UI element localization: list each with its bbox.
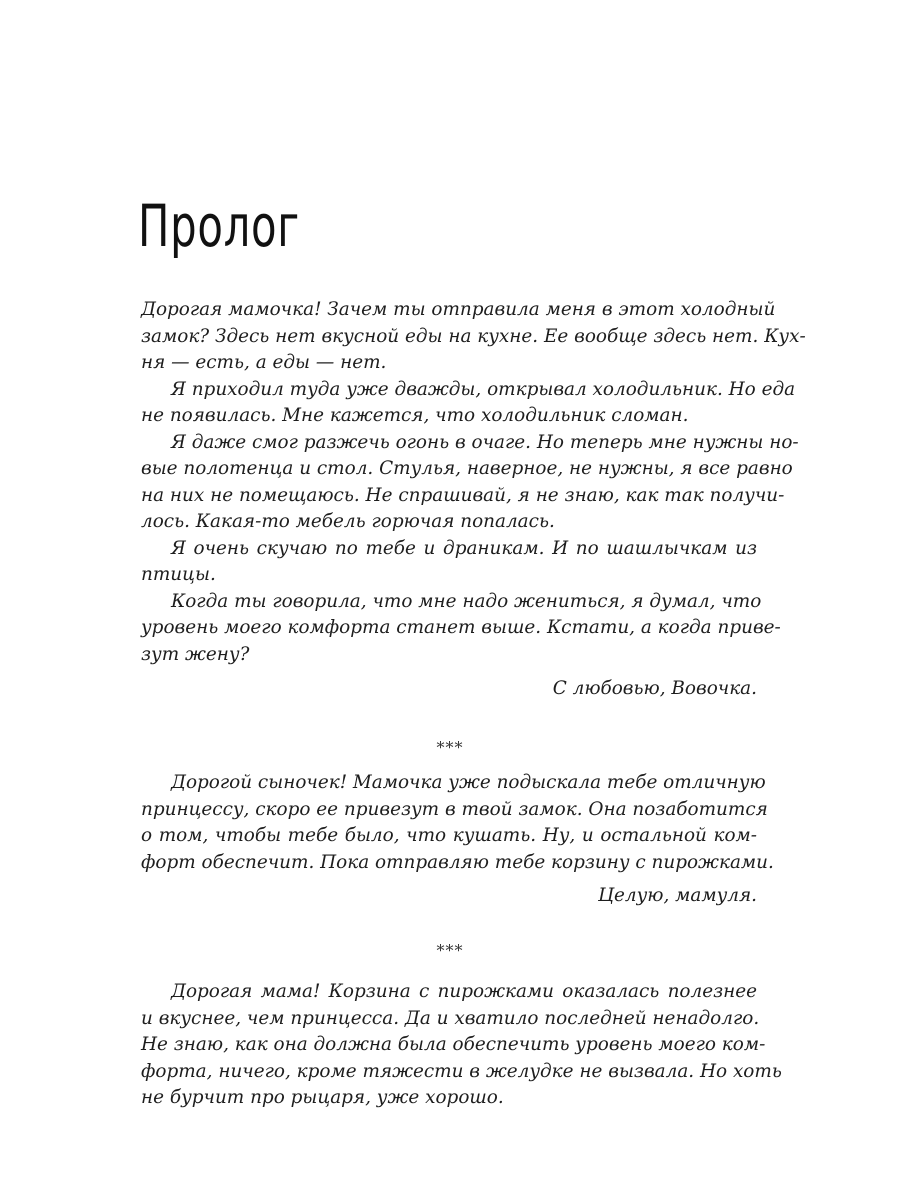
text-line: уровень моего комфорта станет выше. Кстати, а когда приве- bbox=[141, 617, 781, 638]
letter-from-son bbox=[141, 297, 806, 703]
text-line: форта, ничего, кроме тяжести в желудке не вызвала. Но хоть bbox=[141, 1060, 782, 1082]
text-line: замок? Здесь нет вкусной еды на кухне. Ее вообще здесь нет. Кух- bbox=[141, 325, 806, 347]
letter-from-son-2 bbox=[141, 979, 782, 1112]
text-line: вые полотенца и стол. Стулья, наверное, не нужны, я все равно bbox=[141, 458, 793, 479]
text-line: форт обеспечит. Пока отправляю тебе корзину с пирожками. bbox=[141, 851, 774, 873]
text-line: принцессу, скоро ее привезут в твой замок. Она позаботится bbox=[141, 798, 768, 820]
section-separator: *** bbox=[436, 738, 464, 757]
text-line: зут жену? bbox=[141, 643, 250, 665]
text-line: о том, чтобы тебе было, что кушать. Ну, и остальной ком- bbox=[141, 825, 757, 846]
text-line: лось. Какая-то мебель горючая попалась. bbox=[141, 511, 555, 532]
text-line: Не знаю, как она должна была обеспечить уровень моего ком- bbox=[141, 1034, 766, 1055]
signature: Целую, мамуля. bbox=[597, 885, 757, 906]
chapter-title: Пролог bbox=[138, 192, 300, 260]
text-line: на них не помещаюсь. Не спрашивай, я не знаю, как так получи- bbox=[141, 484, 785, 506]
text-line: и вкуснее, чем принцесса. Да и хватило последней ненадолго. bbox=[141, 1007, 760, 1029]
text-line: Я очень скучаю по тебе и драникам. И по шашлычкам из bbox=[171, 537, 757, 559]
letter-from-mother bbox=[141, 770, 774, 910]
text-line: птицы. bbox=[141, 564, 216, 585]
text-line: Я приходил туда уже дважды, открывал холодильник. Но еда bbox=[171, 378, 796, 400]
signature: С любовью, Вовочка. bbox=[552, 678, 757, 699]
text-line: не появилась. Мне кажется, что холодильник сломан. bbox=[141, 405, 689, 426]
section-separator: *** bbox=[436, 941, 464, 960]
text-line: Я даже смог разжечь огонь в очаге. Но теперь мне нужны но- bbox=[171, 431, 799, 453]
text-line: не бурчит про рыцаря, уже хорошо. bbox=[141, 1087, 504, 1108]
text-line: Дорогой сыночек! Мамочка уже подыскала тебе отличную bbox=[171, 772, 766, 793]
text-line: Дорогая мама! Корзина с пирожками оказалась полезнее bbox=[171, 981, 757, 1002]
text-line: ня — есть, а еды — нет. bbox=[141, 352, 387, 373]
text-line: Дорогая мамочка! Зачем ты отправила меня в этот холодный bbox=[141, 299, 776, 320]
text-line: Когда ты говорила, что мне надо жениться, я думал, что bbox=[171, 590, 762, 612]
